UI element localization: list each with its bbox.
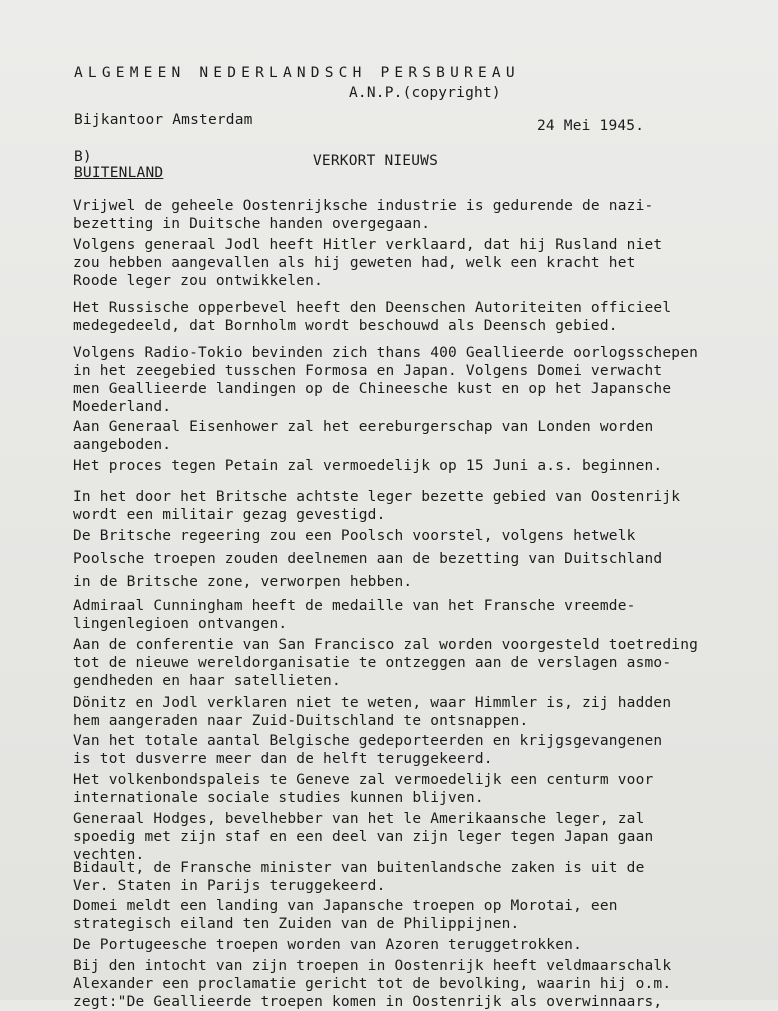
news-item: [73, 525, 662, 594]
text-line: Aan Generaal Eisenhower zal het eereburgerschap van Londen worden: [73, 419, 654, 435]
text-line: Roode leger zou ontwikkelen.: [73, 273, 324, 289]
text-line: Het volkenbondspaleis te Geneve zal vermoedelijk een centurm voor: [73, 772, 654, 788]
office-location: Bijkantoor Amsterdam: [74, 112, 253, 128]
text-line: De Portugeesche troepen worden van Azoren teruggetrokken.: [73, 937, 582, 953]
news-item: [73, 771, 653, 807]
text-line: bezetting in Duitsche handen overgegaan.: [73, 216, 431, 232]
page-title: VERKORT NIEUWS: [313, 153, 439, 169]
news-item: [73, 897, 618, 933]
text-line: men Geallieerde landingen op de Chineesche kust en op het Japansche: [73, 381, 672, 397]
text-line: Admiraal Cunningham heeft de medaille van het Fransche vreemde-: [73, 598, 636, 614]
text-line: Moederland.: [73, 399, 172, 415]
text-line: Domei meldt een landing van Japansche troepen op Morotai, een: [73, 898, 618, 914]
news-item: [73, 957, 671, 1011]
text-line: Dönitz en Jodl verklaren niet te weten, waar Himmler is, zij hadden: [73, 695, 672, 711]
text-line: Generaal Hodges, bevelhebber van het le Amerikaansche leger, zal: [73, 811, 645, 827]
text-line: Het Russische opperbevel heeft den Deenschen Autoriteiten officieel: [73, 300, 672, 316]
section-letter: B): [74, 149, 92, 165]
news-item: [73, 859, 645, 895]
text-line: zegt:"De Geallieerde troepen komen in Oostenrijk als overwinnaars,: [73, 994, 663, 1010]
text-line: Aan de conferentie van San Francisco zal worden voorgesteld toetreding: [73, 637, 699, 653]
news-item: [73, 597, 636, 633]
text-line: In het door het Britsche achtste leger bezette gebied van Oostenrijk: [73, 489, 681, 505]
text-line: wordt een militair gezag gevestigd.: [73, 507, 386, 523]
news-item: [73, 344, 698, 416]
text-line: in de Britsche zone, verworpen hebben.: [73, 574, 413, 590]
copyright-notice: A.N.P.(copyright): [349, 85, 501, 101]
text-line: Ver. Staten in Parijs teruggekeerd.: [73, 878, 386, 894]
text-line: hem aangeraden naar Zuid-Duitschland te ontsnappen.: [73, 713, 529, 729]
text-line: tot de nieuwe wereldorganisatie te ontzeggen aan de verslagen asmo-: [73, 655, 672, 671]
news-item: [73, 457, 662, 475]
news-item: [73, 488, 680, 524]
text-line: aangeboden.: [73, 437, 172, 453]
news-item: [73, 732, 662, 768]
text-line: strategisch eiland ten Zuiden van de Philippijnen.: [73, 916, 520, 932]
text-line: Poolsche troepen zouden deelnemen aan de bezetting van Duitschland: [73, 551, 663, 567]
document-date: 24 Mei 1945.: [537, 118, 645, 134]
news-item: [73, 197, 653, 233]
text-line: is tot dusverre meer dan de helft teruggekeerd.: [73, 751, 493, 767]
text-line: internationale sociale studies kunnen blijven.: [73, 790, 484, 806]
news-item: [73, 299, 671, 335]
text-line: gendheden en haar satellieten.: [73, 673, 341, 689]
news-item: [73, 936, 582, 954]
agency-name: ALGEMEEN NEDERLANDSCH PERSBUREAU: [74, 65, 520, 81]
section-heading: BUITENLAND: [74, 165, 164, 181]
news-item: [73, 694, 671, 730]
news-item: [73, 418, 653, 454]
text-line: Volgens Radio-Tokio bevinden zich thans 400 Geallieerde oorlogsschepen: [73, 345, 699, 361]
text-line: vechten.: [73, 847, 145, 863]
text-line: Vrijwel de geheele Oostenrijksche industrie is gedurende de nazi-: [73, 198, 654, 214]
text-line: De Britsche regeering zou een Poolsch voorstel, volgens hetwelk: [73, 528, 636, 544]
text-line: Alexander een proclamatie gericht tot de bevolking, waarin hij o.m.: [73, 976, 672, 992]
news-item: [73, 236, 662, 290]
text-line: Bij den intocht van zijn troepen in Oostenrijk heeft veldmaarschalk: [73, 958, 672, 974]
text-line: medegedeeld, dat Bornholm wordt beschouwd als Deensch gebied.: [73, 318, 618, 334]
text-line: lingenlegioen ontvangen.: [73, 616, 288, 632]
text-line: Van het totale aantal Belgische gedeporteerden en krijgsgevangenen: [73, 733, 663, 749]
news-item: [73, 636, 698, 690]
text-line: Volgens generaal Jodl heeft Hitler verklaard, dat hij Rusland niet: [73, 237, 663, 253]
text-line: zou hebben aangevallen als hij geweten had, welk een kracht het: [73, 255, 636, 271]
news-item: [73, 810, 653, 864]
text-line: in het zeegebied tusschen Formosa en Japan. Volgens Domei verwacht: [73, 363, 663, 379]
text-line: Het proces tegen Petain zal vermoedelijk op 15 Juni a.s. beginnen.: [73, 458, 663, 474]
text-line: Bidault, de Fransche minister van buitenlandsche zaken is uit de: [73, 860, 645, 876]
text-line: spoedig met zijn staf en een deel van zijn leger tegen Japan gaan: [73, 829, 654, 845]
